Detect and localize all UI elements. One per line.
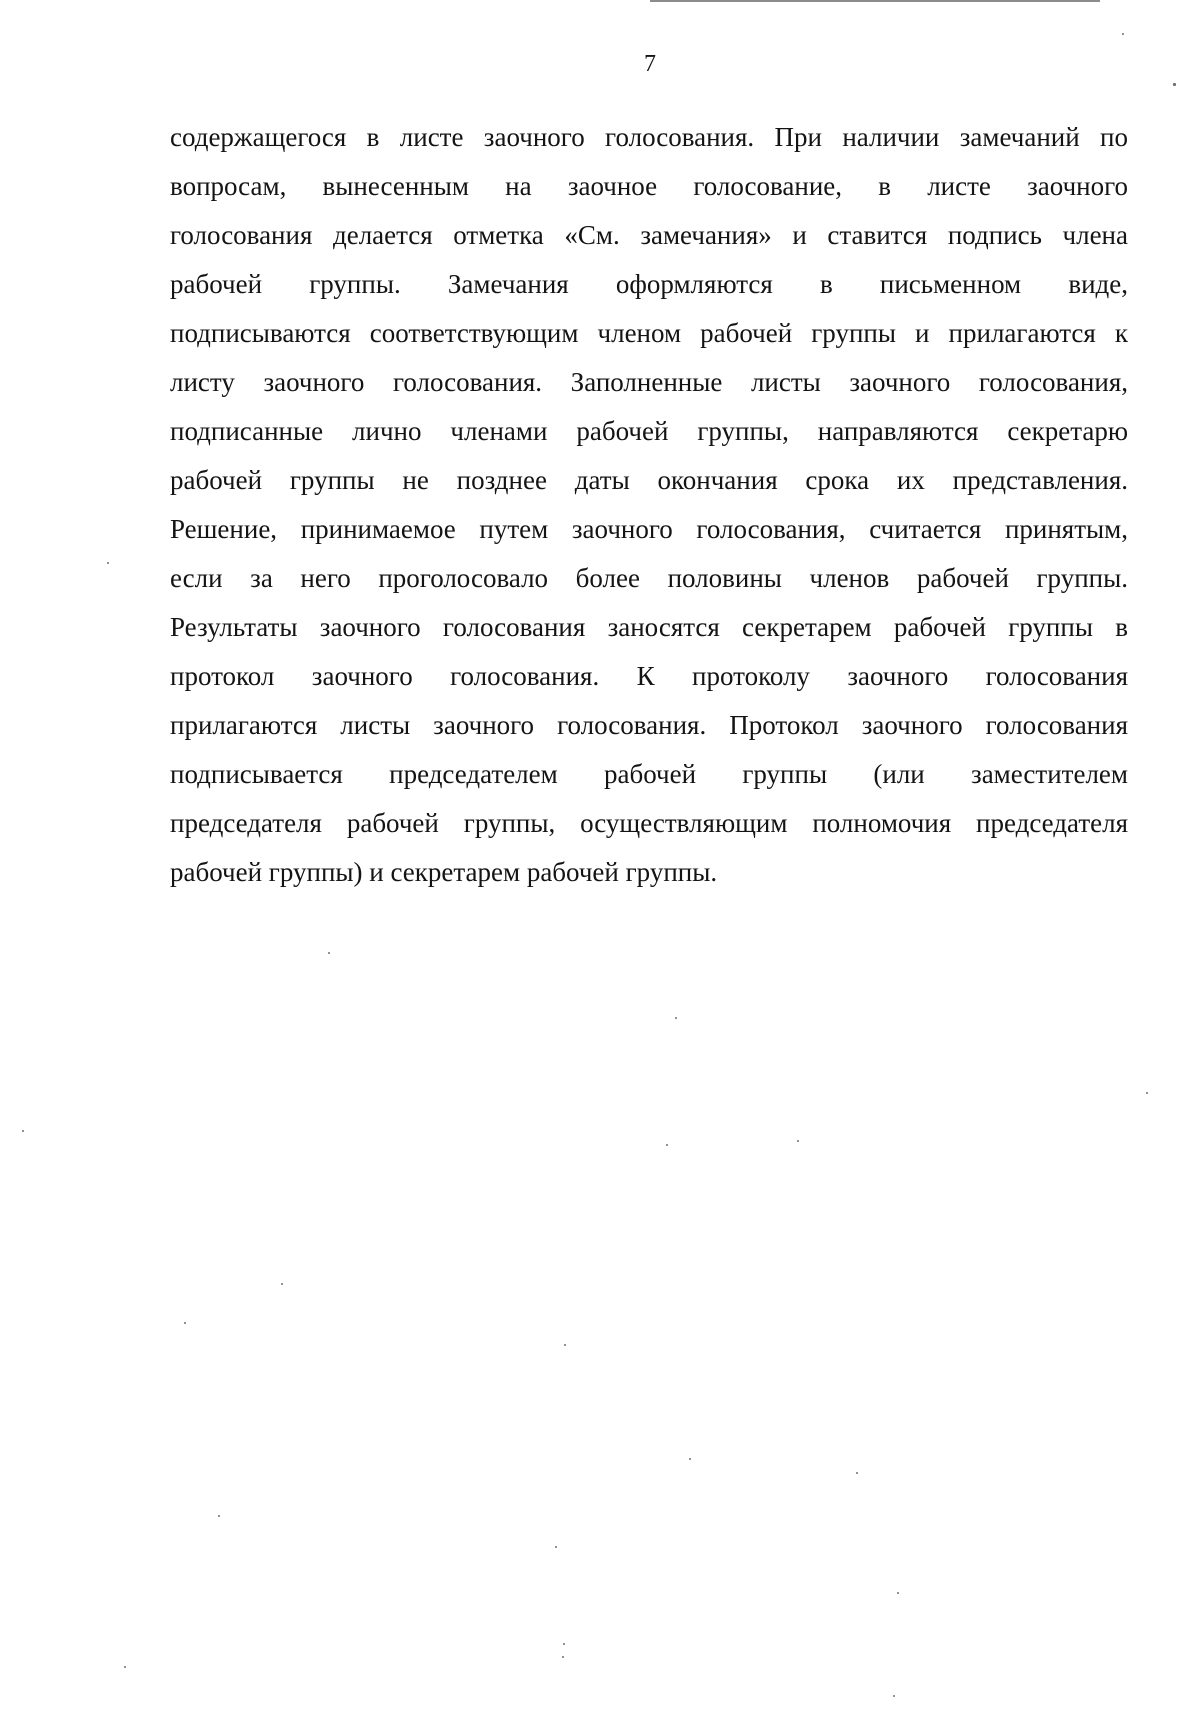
scan-speck <box>689 1458 691 1460</box>
paragraph-line: подписанные лично членами рабочей группы, направляются секретарю <box>170 416 1128 446</box>
scan-speck <box>218 1515 220 1517</box>
scan-speck <box>675 1017 677 1019</box>
paragraph-line: протокол заочного голосования. К протоколу заочного голосования <box>170 661 1128 691</box>
scan-speck <box>281 1283 283 1285</box>
scan-speck <box>797 1140 799 1142</box>
scan-edge-line <box>650 0 1100 2</box>
paragraph-line: подписывается председателем рабочей группы (или заместителем <box>170 759 1128 789</box>
scan-speck <box>328 952 330 954</box>
paragraph-line: Решение, принимаемое путем заочного голосования, считается принятым, <box>170 514 1128 544</box>
scan-speck <box>562 1656 564 1658</box>
scan-speck <box>184 1322 186 1324</box>
scan-speck <box>22 1130 24 1132</box>
scan-speck <box>666 1144 668 1146</box>
scan-speck <box>1146 1092 1148 1094</box>
paragraph-line: рабочей группы) и секретарем рабочей группы. <box>170 857 718 887</box>
paragraph-line: рабочей группы. Замечания оформляются в письменном виде, <box>170 269 1128 299</box>
scan-speck <box>563 1643 565 1645</box>
paragraph-line: Результаты заочного голосования заносятся секретарем рабочей группы в <box>170 612 1128 642</box>
body-paragraph <box>170 113 1128 897</box>
scan-speck <box>1173 83 1176 86</box>
page-number: 7 <box>644 51 656 77</box>
scan-speck <box>893 1695 895 1697</box>
paragraph-line: если за него проголосовало более половины членов рабочей группы. <box>170 563 1128 593</box>
scan-speck <box>124 1666 126 1668</box>
paragraph-line: содержащегося в листе заочного голосования. При наличии замечаний по <box>170 122 1128 152</box>
paragraph-line: вопросам, вынесенным на заочное голосование, в листе заочного <box>170 171 1128 201</box>
scan-speck <box>555 1546 557 1548</box>
scan-speck <box>856 1472 858 1474</box>
paragraph-line: председателя рабочей группы, осуществляющим полномочия председателя <box>170 808 1128 838</box>
paragraph-line: голосования делается отметка «См. замечания» и ставится подпись члена <box>170 220 1128 250</box>
paragraph-line: рабочей группы не позднее даты окончания срока их представления. <box>170 465 1128 495</box>
scan-speck <box>1122 33 1124 35</box>
paragraph-line: прилагаются листы заочного голосования. Протокол заочного голосования <box>170 710 1128 740</box>
paragraph-line: листу заочного голосования. Заполненные листы заочного голосования, <box>170 367 1128 397</box>
scan-speck <box>897 1592 899 1594</box>
scan-speck <box>564 1344 566 1346</box>
paragraph-line: подписываются соответствующим членом рабочей группы и прилагаются к <box>170 318 1128 348</box>
scan-speck <box>107 562 109 564</box>
